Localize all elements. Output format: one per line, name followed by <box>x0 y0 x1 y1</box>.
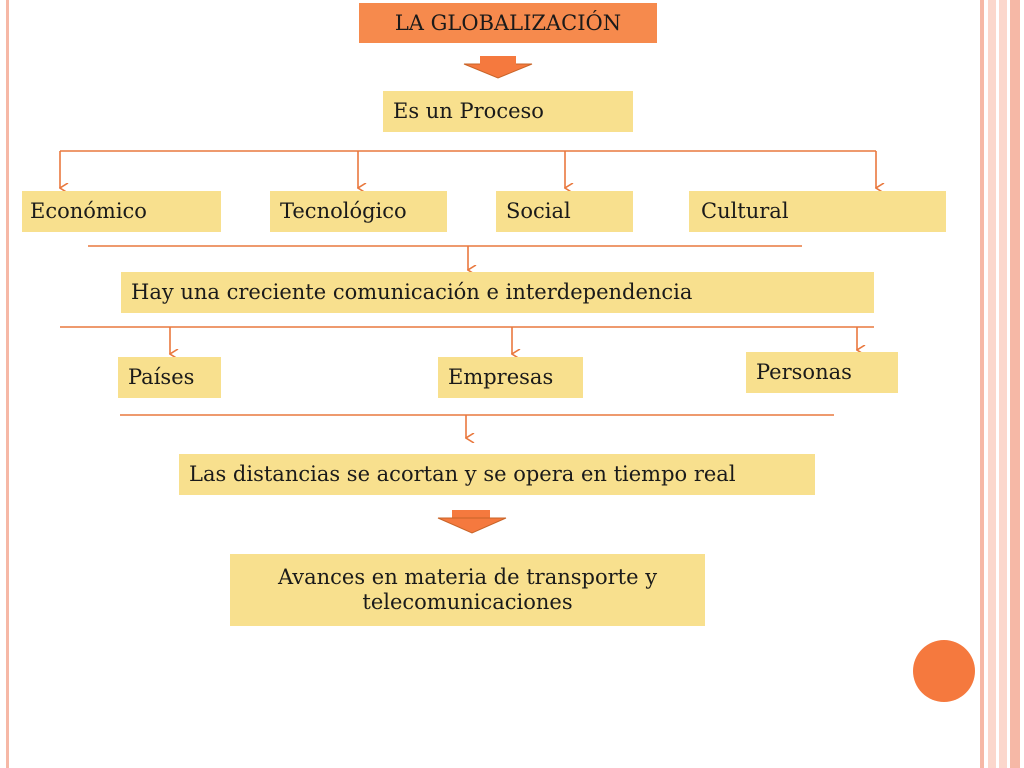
title-text: LA GLOBALIZACIÓN <box>394 11 622 35</box>
type-box-cultural <box>689 191 946 232</box>
advances-text: Avances en materia de transporte y telecomunicaciones <box>277 564 658 614</box>
type-box-economico <box>22 191 221 232</box>
big-arrow-top-body <box>480 56 516 65</box>
decorative-circle <box>913 640 975 702</box>
actor-box-empresas <box>438 357 583 398</box>
actor-box-personas <box>746 352 898 393</box>
type-label-economico: Económico <box>30 198 147 223</box>
distances-box <box>179 454 815 495</box>
actor-label-personas: Personas <box>756 359 852 384</box>
advances-box <box>230 554 705 626</box>
title-box <box>359 3 657 43</box>
type-box-tecnologico <box>270 191 447 232</box>
interdependence-text: Hay una creciente comunicación e interdependencia <box>131 279 693 304</box>
big-down-arrow-top <box>464 64 532 78</box>
type-label-social: Social <box>506 198 571 223</box>
merge-interdependence <box>88 246 802 270</box>
merge-distances <box>120 415 834 438</box>
type-label-tecnologico: Tecnológico <box>280 198 407 223</box>
big-down-arrow-bottom <box>438 518 506 533</box>
actor-label-empresas: Empresas <box>448 364 554 389</box>
interdependence-box <box>121 272 874 313</box>
branch-actors <box>60 327 874 354</box>
distances-text: Las distancias se acortan y se opera en tiempo real <box>189 461 736 486</box>
actor-label-paises: Países <box>128 364 195 389</box>
type-label-cultural: Cultural <box>701 198 789 223</box>
actor-box-paises <box>118 357 221 398</box>
process-box <box>383 91 633 132</box>
type-box-social <box>496 191 633 232</box>
process-text: Es un Proceso <box>393 98 544 123</box>
branch-types <box>60 151 876 188</box>
